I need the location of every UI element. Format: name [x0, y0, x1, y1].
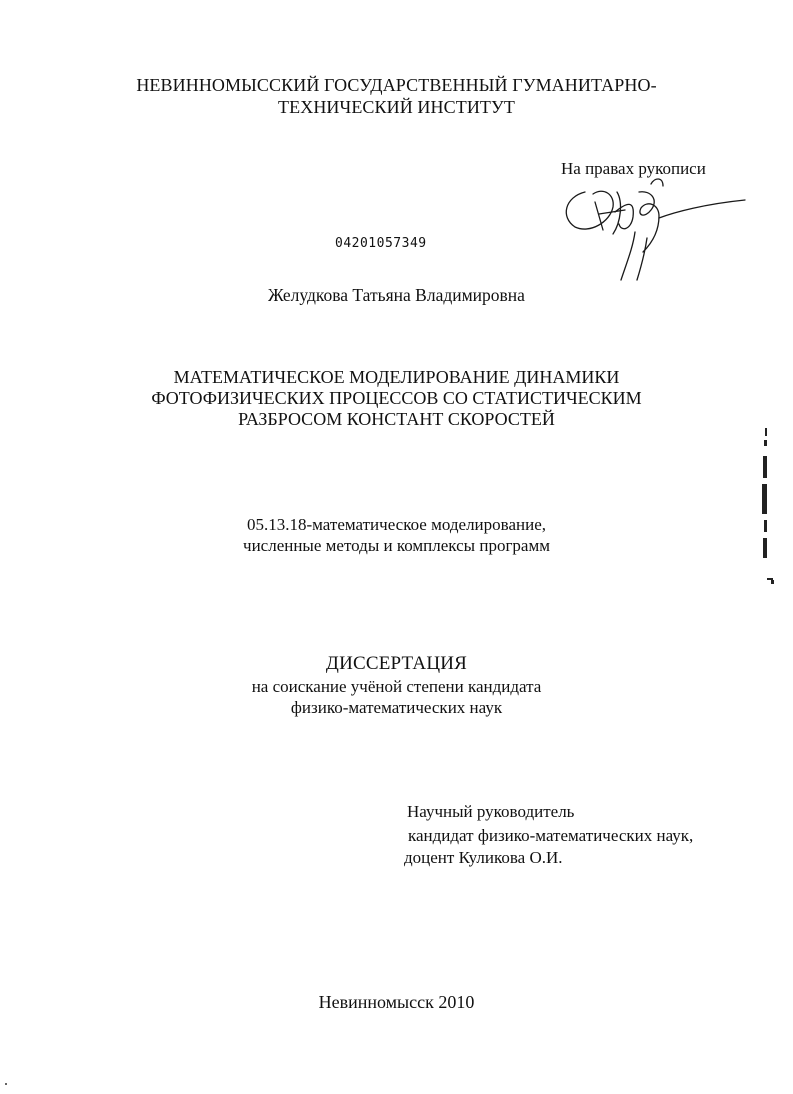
degree-line-1: на соискание учёной степени кандидата [251, 677, 542, 696]
supervisor-name: доцент Куликова О.И. [404, 848, 563, 867]
scan-dot-mark [2, 1080, 10, 1088]
dissertation-heading: ДИССЕРТАЦИЯ [325, 653, 468, 674]
institute-name-line-2: ТЕХНИЧЕСКИЙ ИНСТИТУТ [278, 97, 515, 117]
specialty-line-2: численные методы и комплексы программ [243, 536, 550, 555]
city-year: Невинномысск 2010 [318, 992, 475, 1012]
scan-margin-marks [745, 418, 785, 598]
specialty-line-1: 05.13.18-математическое моделирование, [246, 515, 546, 534]
registration-code: 04201057349 [335, 236, 427, 251]
institute-name-line-1: НЕВИННОМЫССКИЙ ГОСУДАРСТВЕННЫЙ ГУМАНИТАРНО- [136, 75, 657, 95]
degree-line-2: физико-математических наук [290, 698, 503, 717]
dissertation-title-line-1: МАТЕМАТИЧЕСКОЕ МОДЕЛИРОВАНИЕ ДИНАМИКИ [173, 367, 620, 387]
manuscript-rights-note: На правах рукописи [561, 159, 706, 178]
supervisor-degree: кандидат физико-математических наук, [408, 826, 694, 845]
author-name: Желудкова Татьяна Владимировна [268, 285, 525, 305]
handwritten-signature [555, 172, 755, 287]
dissertation-title-line-3: РАЗБРОСОМ КОНСТАНТ СКОРОСТЕЙ [238, 409, 555, 429]
dissertation-title-line-2: ФОТОФИЗИЧЕСКИХ ПРОЦЕССОВ СО СТАТИСТИЧЕСКИМ [151, 388, 642, 408]
supervisor-label: Научный руководитель [407, 802, 575, 821]
